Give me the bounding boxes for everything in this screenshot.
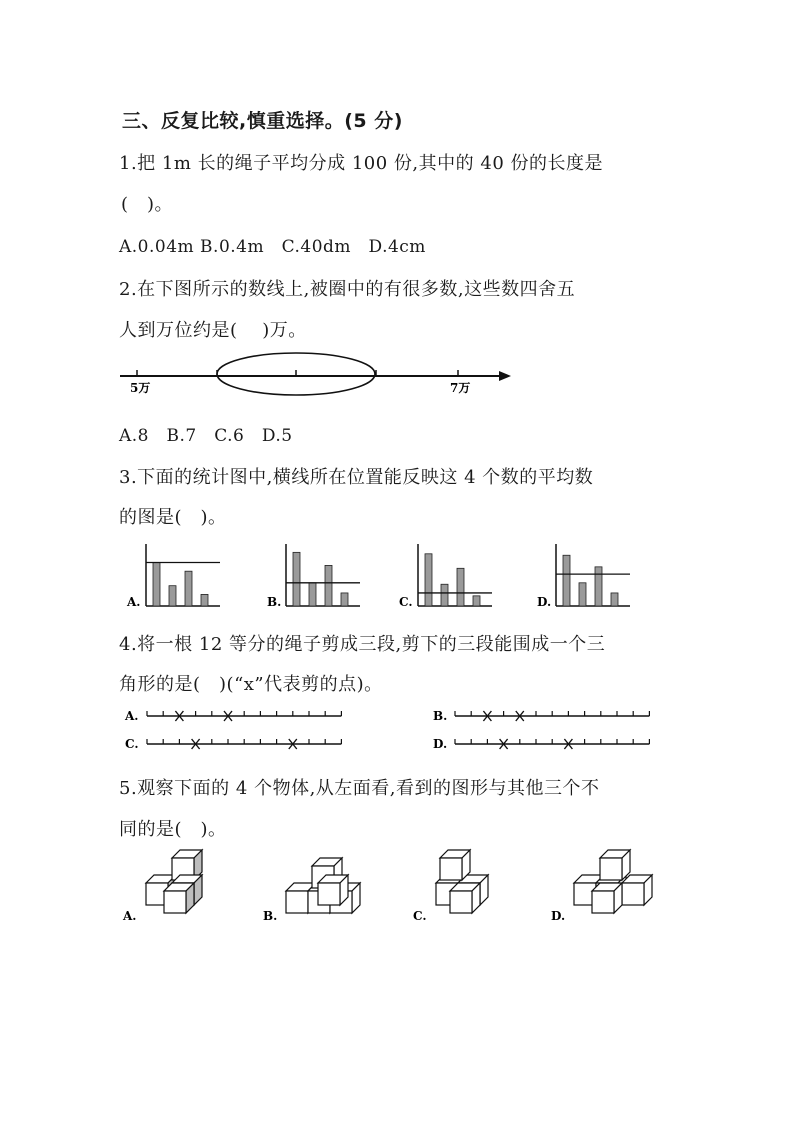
bar-chart-2: [267, 544, 360, 609]
rope-4: [433, 737, 649, 751]
q1-options: A.0.04m B.0.4m C.40dm D.4cm: [119, 237, 426, 257]
chart-bar: [341, 593, 348, 606]
cube-object-3: [413, 850, 488, 923]
chart-option-label: B.: [267, 595, 282, 609]
object-option-label: A.: [123, 909, 137, 923]
chart-bar: [563, 555, 570, 606]
object-option-label: B.: [263, 909, 278, 923]
cube-object-2: [263, 858, 360, 923]
cube-front: [592, 891, 614, 913]
chart-bar: [457, 568, 464, 606]
q3-text-line2: 的图是( )。: [119, 507, 227, 528]
bar-chart-4: [537, 544, 630, 609]
rope-2: [433, 709, 649, 723]
cube-object-1: [122, 850, 202, 923]
chart-bar: [309, 583, 316, 606]
section-title: 三、反复比较,慎重选择。(5 分): [122, 110, 403, 132]
chart-bar: [473, 596, 480, 606]
rope-option-label: A.: [125, 709, 139, 723]
q3-text-line1: 3.下面的统计图中,横线所在位置能反映这 4 个数的平均数: [119, 467, 594, 488]
q2-options: A.8 B.7 C.6 D.5: [119, 426, 293, 446]
object-option-label: D.: [551, 909, 566, 923]
cube-front: [440, 858, 462, 880]
chart-bar: [595, 567, 602, 606]
cube-front: [450, 891, 472, 913]
rope-1: [124, 709, 341, 723]
rope-3: [125, 737, 341, 751]
q4-text-line2: 角形的是( )(“x”代表剪的点)。: [119, 674, 383, 695]
cube-front: [318, 883, 340, 905]
chart-bar: [441, 584, 448, 606]
q2-number-line: [118, 348, 518, 398]
cube-front: [622, 883, 644, 905]
q5-text-line2: 同的是( )。: [119, 819, 227, 840]
chart-option-label: C.: [399, 595, 413, 609]
number-line-arrowhead: [499, 371, 511, 381]
bar-chart-3: [399, 544, 492, 609]
chart-bar: [169, 586, 176, 606]
chart-option-label: D.: [537, 595, 552, 609]
chart-bar: [185, 571, 192, 606]
q4-ropes: [125, 702, 675, 752]
chart-option-label: A.: [127, 595, 141, 609]
label-5wan: 5万: [130, 381, 151, 395]
chart-bar: [325, 565, 332, 606]
q2-text-line2: 人到万位约是( )万。: [119, 320, 307, 341]
bar-chart-1: [126, 544, 220, 609]
object-option-label: C.: [413, 909, 427, 923]
chart-bar: [611, 593, 618, 606]
cube-front: [164, 891, 186, 913]
label-7wan: 7万: [450, 381, 471, 395]
rope-option-label: C.: [125, 737, 139, 751]
q5-cube-objects: [120, 850, 680, 930]
chart-bar: [293, 552, 300, 606]
q3-bar-charts: [122, 536, 682, 612]
q2-text-line1: 2.在下图所示的数线上,被圈中的有很多数,这些数四舍五: [119, 279, 576, 300]
chart-bar: [425, 554, 432, 606]
chart-bar: [579, 583, 586, 606]
cube-object-4: [551, 850, 652, 923]
rope-option-label: D.: [433, 737, 448, 751]
q1-text-line1: 1.把 1m 长的绳子平均分成 100 份,其中的 40 份的长度是: [119, 153, 604, 174]
q5-text-line1: 5.观察下面的 4 个物体,从左面看,看到的图形与其他三个不: [119, 778, 600, 799]
chart-bar: [201, 594, 208, 606]
cube-front: [600, 858, 622, 880]
rope-option-label: B.: [433, 709, 448, 723]
q4-text-line1: 4.将一根 12 等分的绳子剪成三段,剪下的三段能围成一个三: [119, 634, 606, 655]
q1-text-line2: ( )。: [121, 194, 174, 215]
cube-front: [286, 891, 308, 913]
chart-bar: [153, 563, 160, 607]
